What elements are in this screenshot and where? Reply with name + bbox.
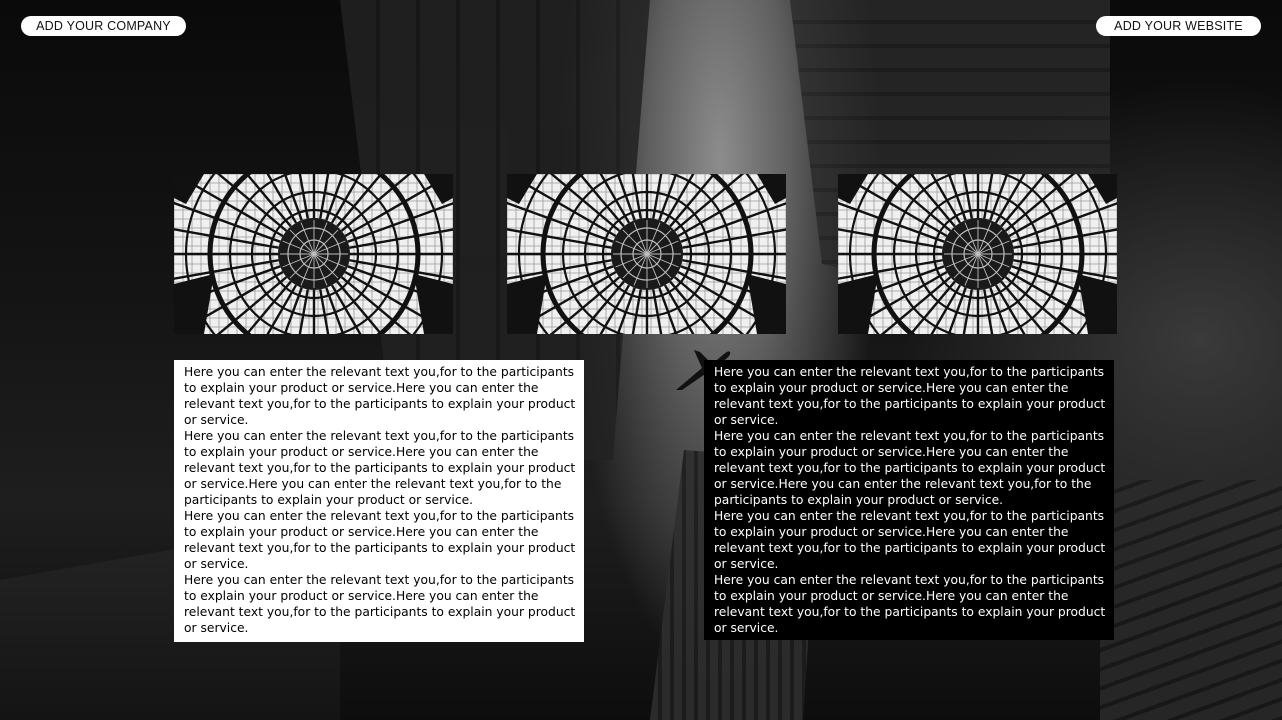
background-building — [1100, 480, 1282, 720]
dome-photo — [838, 174, 1117, 334]
company-label[interactable]: ADD YOUR COMPANY — [21, 16, 186, 36]
website-label[interactable]: ADD YOUR WEBSITE — [1096, 16, 1261, 36]
text-block-left: Here you can enter the relevant text you,for to the participants to explain your product or service.Here you can enter the relevant text you,for to the participants to explain your product or service. Here you can enter the relevant text you,for to the participants to explain your product or service.Here you can enter the relevant text you,for to the participants to explain your product or service.Here you can enter the relevant text you,for to the participants to explain your product or service. Here you can enter the relevant text you,for to the participants to explain your product or service.Here you can enter the relevant text you,for to the participants to explain your product or service. Here you can enter the relevant text you,for to the participants to explain your product or service.Here you can enter the relevant text you,for to the participants to explain your product or service. — [174, 360, 584, 642]
text-block-right: Here you can enter the relevant text you,for to the participants to explain your product or service.Here you can enter the relevant text you,for to the participants to explain your product or service. Here you can enter the relevant text you,for to the participants to explain your product or service.Here you can enter the relevant text you,for to the participants to explain your product or service.Here you can enter the relevant text you,for to the participants to explain your product or service. Here you can enter the relevant text you,for to the participants to explain your product or service.Here you can enter the relevant text you,for to the participants to explain your product or service. Here you can enter the relevant text you,for to the participants to explain your product or service.Here you can enter the relevant text you,for to the participants to explain your product or service. — [704, 360, 1114, 640]
glass-dome-icon — [507, 174, 786, 334]
glass-dome-icon — [174, 174, 453, 334]
glass-dome-icon — [838, 174, 1117, 334]
dome-photo — [507, 174, 786, 334]
dome-photo — [174, 174, 453, 334]
